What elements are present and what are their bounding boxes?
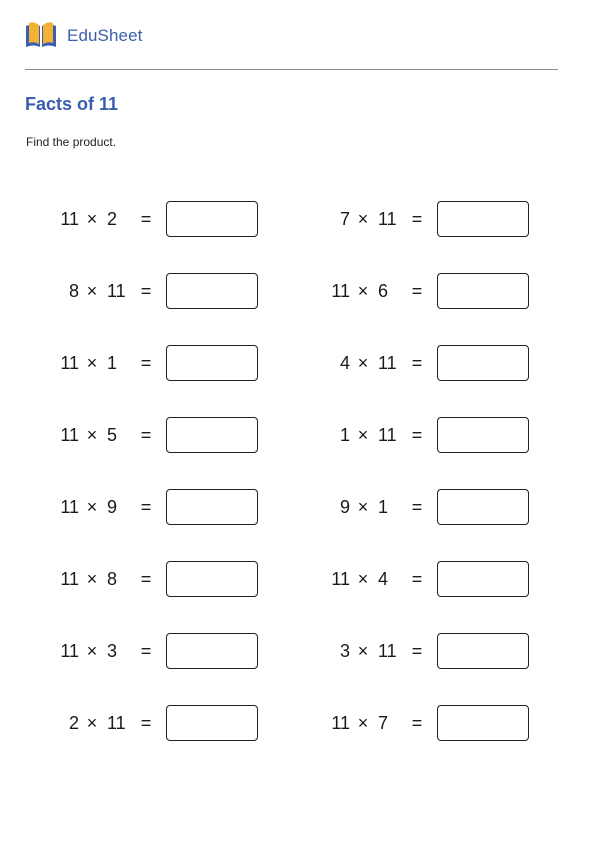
answer-box[interactable] [437,705,529,741]
times-sign: × [357,209,369,229]
answer-box[interactable] [437,489,529,525]
equals-sign: = [411,353,423,373]
factor-a: 11 [60,569,79,589]
times-sign: × [357,713,369,733]
times-sign: × [86,425,98,445]
equals-sign: = [411,497,423,517]
equals-sign: = [140,425,152,445]
answer-box[interactable] [437,633,529,669]
equals-sign: = [411,641,423,661]
times-sign: × [86,569,98,589]
times-sign: × [357,497,369,517]
factor-a: 11 [60,425,79,445]
problem-row [326,273,586,309]
answer-box[interactable] [437,201,529,237]
times-sign: × [357,281,369,301]
answer-box[interactable] [437,273,529,309]
equals-sign: = [140,497,152,517]
times-sign: × [357,569,369,589]
equals-sign: = [411,281,423,301]
answer-box[interactable] [166,201,258,237]
header [25,20,142,52]
problem-row [55,633,315,669]
factor-b: 7 [378,713,389,733]
factor-a: 2 [68,713,79,733]
factor-a: 11 [60,641,79,661]
factor-b: 11 [378,353,397,373]
factor-b: 2 [107,209,118,229]
factor-b: 9 [107,497,118,517]
equals-sign: = [411,209,423,229]
equals-sign: = [140,713,152,733]
times-sign: × [86,641,98,661]
factor-a: 11 [60,497,79,517]
equals-sign: = [140,641,152,661]
times-sign: × [357,353,369,373]
answer-box[interactable] [437,345,529,381]
factor-a: 3 [339,641,350,661]
times-sign: × [357,641,369,661]
answer-box[interactable] [437,417,529,453]
factor-a: 11 [331,713,350,733]
factor-b: 3 [107,641,118,661]
answer-box[interactable] [437,561,529,597]
header-divider [25,69,558,70]
problem-row [55,417,315,453]
factor-b: 1 [378,497,389,517]
factor-b: 5 [107,425,118,445]
factor-b: 11 [107,713,126,733]
equals-sign: = [411,425,423,445]
factor-b: 11 [378,425,397,445]
problem-row [55,273,315,309]
factor-b: 1 [107,353,118,373]
problem-row [326,201,586,237]
factor-b: 11 [378,641,397,661]
answer-box[interactable] [166,273,258,309]
problem-row [326,345,586,381]
equals-sign: = [140,569,152,589]
answer-box[interactable] [166,489,258,525]
problem-row [326,705,586,741]
times-sign: × [357,425,369,445]
problem-row [55,561,315,597]
problem-row [326,561,586,597]
factor-b: 6 [378,281,389,301]
equals-sign: = [411,569,423,589]
times-sign: × [86,713,98,733]
equals-sign: = [411,713,423,733]
problem-row [326,489,586,525]
answer-box[interactable] [166,705,258,741]
equals-sign: = [140,281,152,301]
problem-row [326,417,586,453]
times-sign: × [86,353,98,373]
factor-a: 4 [339,353,350,373]
open-book-icon [25,21,57,51]
problem-row [55,705,315,741]
page-title: Facts of 11 [25,94,119,114]
instructions: Find the product. [26,135,117,149]
factor-a: 1 [339,425,350,445]
problem-row [55,201,315,237]
answer-box[interactable] [166,417,258,453]
factor-b: 4 [378,569,389,589]
factor-a: 11 [331,569,350,589]
factor-b: 11 [378,209,397,229]
factor-b: 11 [107,281,126,301]
equals-sign: = [140,353,152,373]
answer-box[interactable] [166,561,258,597]
factor-a: 11 [60,209,79,229]
factor-a: 8 [68,281,79,301]
factor-a: 11 [60,353,79,373]
times-sign: × [86,281,98,301]
times-sign: × [86,497,98,517]
answer-box[interactable] [166,345,258,381]
problem-row [326,633,586,669]
equals-sign: = [140,209,152,229]
factor-a: 7 [339,209,350,229]
factor-a: 11 [331,281,350,301]
times-sign: × [86,209,98,229]
problem-row [55,345,315,381]
problem-row [55,489,315,525]
factor-b: 8 [107,569,118,589]
factor-a: 9 [339,497,350,517]
brand-name: EduSheet [67,26,143,45]
answer-box[interactable] [166,633,258,669]
